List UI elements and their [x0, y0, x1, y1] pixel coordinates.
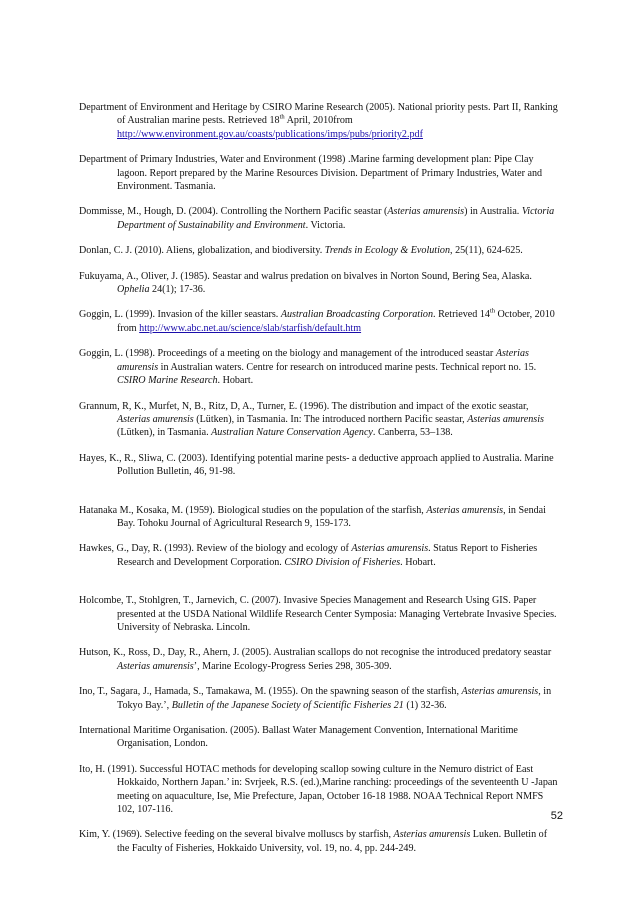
- reference-text: Ino, T., Sagara, J., Hamada, S., Tamakawa, M. (1955). On the spawning season of the starfish,: [79, 686, 462, 698]
- reference-text: 24(1); 17-36.: [149, 284, 206, 296]
- italic-title: Trends in Ecology & Evolution: [324, 245, 451, 257]
- reference-text: (Lütken), in Tasmania.: [117, 427, 212, 439]
- reference-entry: [79, 347, 561, 387]
- reference-text: in Australian waters. Centre for research on introduced marine pests. Technical report no. 15.: [158, 361, 537, 373]
- reference-entry: [79, 724, 561, 751]
- italic-title: Asterias amurensis: [467, 413, 544, 425]
- reference-text: Hutson, K., Ross, D., Day, R., Ahern, J. (2005). Australian scallops do not recognise the introduced predatory seastar: [79, 647, 552, 659]
- reference-list: [79, 101, 561, 867]
- reference-text: Department of Environment and Heritage by CSIRO Marine Research (2005). National priority pests. Part II, Ranking of Australian marine pests. Retrieved 18: [79, 102, 558, 127]
- italic-title: Australian Broadcasting Corporation: [280, 309, 434, 321]
- reference-text: ) in Australia.: [464, 206, 522, 218]
- reference-text: Holcombe, T., Stohlgren, T., Jarnevich, C. (2007). Invasive Species Management and Research Using GIS. Paper presented at the USDA National Wildlife Research Center Symposia: Managing Vertebrate Invasive Species. University of Nebraska. Lincoln.: [79, 595, 557, 633]
- reference-text: Department of Primary Industries, Water and Environment (1998) .Marine farming development plan: Pipe Clay lagoon. Report prepared by the Marine Resources Division. Department of Primary Industries, Water and Environment. Tasmania.: [79, 154, 543, 193]
- reference-text: ’, Marine Ecology-Progress Series 298, 305-309.: [193, 660, 392, 672]
- reference-text: . Victoria.: [305, 219, 346, 231]
- page-number: 52: [550, 810, 563, 822]
- reference-text: Hawkes, G., Day, R. (1993). Review of the biology and ecology of: [79, 543, 352, 555]
- reference-entry: [79, 504, 561, 531]
- reference-text: Ito, H. (1991). Successful HOTAC methods for developing scallop sowing culture in the Nemuro district of East Hokkaido, Northern Japan.’ in: Svrjeek, R.S. (ed.),Marine ranching: proceedings of the seventeenth U -Japan meeting on aquaculture, Ise, Mie Prefecture, Japan, October 16-18 1988. NOAA Technical Report NMFS 102, 107-116.: [79, 763, 558, 816]
- reference-text: (Lütken), in Tasmania. In: The introduced northern Pacific seastar,: [193, 413, 468, 425]
- ordinal-suffix: th: [279, 114, 285, 122]
- italic-title: Asterias amurensis: [117, 413, 194, 425]
- reference-entry: [79, 244, 561, 257]
- reference-entry: [79, 400, 561, 440]
- italic-title: CSIRO Division of Fisheries: [284, 556, 401, 568]
- italic-title: Asterias amurensis: [117, 348, 529, 373]
- reference-text: . Retrieved 14: [433, 309, 490, 321]
- reference-text: Goggin, L. (1999). Invasion of the killer seastars.: [79, 309, 281, 321]
- reference-entry: [79, 646, 561, 673]
- reference-text: Goggin, L. (1998). Proceedings of a meeting on the biology and management of the introduced seastar: [79, 348, 496, 360]
- italic-title: Asterias amurensis: [351, 543, 429, 555]
- reference-text: Hatanaka M., Kosaka, M. (1959). Biological studies on the population of the starfish,: [79, 504, 427, 516]
- reference-text: , 25(11), 624-625.: [450, 245, 523, 257]
- reference-url-link[interactable]: http://www.environment.gov.au/coasts/publications/imps/pubs/priority2.pdf: [117, 128, 423, 140]
- italic-title: Victoria Department of Sustainability and Environment: [117, 206, 555, 231]
- italic-title: Asterias amurensis: [393, 829, 471, 841]
- reference-entry: [79, 205, 561, 232]
- reference-text: Hayes, K., R., Sliwa, C. (2003). Identifying potential marine pests- a deductive approach applied to Australia. Marine Pollution Bulletin, 46, 91-98.: [79, 452, 554, 478]
- reference-text: . Canberra, 53–138.: [372, 427, 453, 439]
- italic-title: Asterias amurensis: [387, 206, 465, 218]
- italic-title: Asterias amurensis: [426, 504, 504, 516]
- italic-title: CSIRO Marine Research: [117, 375, 218, 387]
- reference-entry: [79, 452, 561, 479]
- italic-title: Australian Nature Conservation Agency: [211, 427, 373, 439]
- reference-text: Donlan, C. J. (2010). Aliens, globalization, and biodiversity.: [79, 245, 325, 257]
- reference-text: Luken. Bulletin of the Faculty of Fisheries, Hokkaido University, vol. 19, no. 4, pp. 244-249.: [117, 829, 548, 854]
- reference-text: (1) 32-36.: [403, 699, 447, 711]
- reference-text: . Hobart.: [400, 556, 436, 568]
- reference-text: , in Sendai Bay. Tohoku Journal of Agricultural Research 9, 159-173.: [117, 504, 546, 529]
- reference-entry: [79, 685, 561, 712]
- italic-title: Asterias amurensis: [117, 660, 194, 672]
- reference-entry: [79, 270, 561, 297]
- reference-entry: [79, 763, 561, 817]
- reference-entry: [79, 153, 561, 193]
- reference-text: , in Tokyo Bay.’,: [117, 686, 552, 711]
- reference-entry: [79, 594, 561, 634]
- reference-text: . Status Report to Fisheries Research and Development Corporation.: [117, 543, 538, 568]
- italic-title: Asterias amurensis: [461, 686, 539, 698]
- reference-entry: [79, 542, 561, 569]
- reference-entry: [79, 828, 561, 855]
- reference-text: April, 2010from: [284, 115, 353, 127]
- reference-url-link[interactable]: http://www.abc.net.au/science/slab/starfish/default.htm: [139, 322, 362, 334]
- reference-entry: [79, 308, 561, 335]
- reference-text: Fukuyama, A., Oliver, J. (1985). Seastar and walrus predation on bivalves in Norton Sound, Bering Sea, Alaska.: [79, 270, 532, 282]
- reference-text: October, 2010 from: [117, 309, 555, 334]
- italic-title: Bulletin of the Japanese Society of Scientific Fisheries 21: [171, 699, 404, 711]
- reference-text: Grannum, R, K., Murfet, N, B., Ritz, D, A., Turner, E. (1996). The distribution and impact of the exotic seastar,: [79, 400, 529, 412]
- reference-text: Kim, Y. (1969). Selective feeding on the several bivalve molluscs by starfish,: [79, 829, 394, 841]
- reference-entry: [79, 101, 561, 141]
- ordinal-suffix: th: [489, 308, 495, 316]
- reference-text: Dommisse, M., Hough, D. (2004). Controlling the Northern Pacific seastar (: [79, 206, 388, 218]
- italic-title: Ophelia: [117, 284, 150, 296]
- reference-text: . Hobart.: [217, 375, 254, 387]
- reference-text: International Maritime Organisation. (2005). Ballast Water Management Convention, International Maritime Organisation, London.: [79, 725, 518, 750]
